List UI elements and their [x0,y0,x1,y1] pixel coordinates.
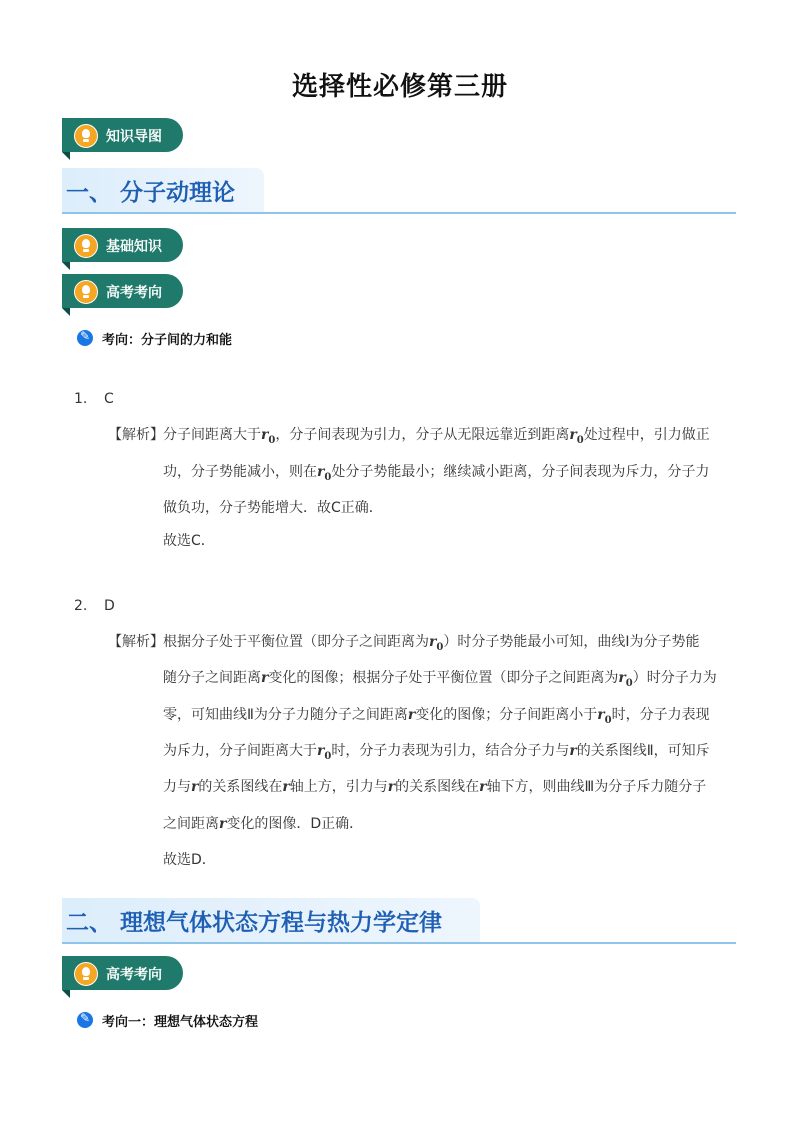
explanation-line: 功，分子势能减小，则在$r_0$处分子势能最小；继续减小距离，分子间表现为斥力，分子力 [163,464,710,483]
explanation-conclusion: 故选D． [163,852,216,868]
explanation-label: 【解析】 [108,634,164,650]
explanation-line: 零，可知曲线Ⅱ为分子力随分子之间距离r变化的图像；分子间距离小于$r_0$时，分子力表现 [163,707,710,726]
pencil-icon [77,1012,93,1028]
tag-label: 知识导图 [106,129,162,145]
lightbulb-icon [74,962,98,986]
pencil-icon [77,330,93,346]
explanation-line: 根据分子处于平衡位置（即分子之间距离为$r_0$）时分子势能最小可知，曲线Ⅰ为分子势能 [163,634,700,653]
explanation-line: 随分子之间距离r变化的图像；根据分子处于平衡位置（即分子之间距离为$r_0$）时分子力为 [163,670,717,689]
page-title: 选择性必修第三册 [291,72,508,102]
explanation-line: 之间距离r变化的图像．D正确． [163,816,364,832]
question-answer: C [104,391,114,407]
tag-label: 基础知识 [106,239,162,255]
subheading-force-energy: 考向：分子间的力和能 [102,333,233,348]
question-answer: D [104,598,115,614]
explanation-label: 【解析】 [108,427,164,443]
lightbulb-icon [74,280,98,304]
subheading-ideal-gas-equation: 考向一：理想气体状态方程 [102,1015,259,1030]
tag-label: 高考考向 [106,285,162,301]
section-title: 一、 分子动理论 [66,180,236,206]
explanation-line: 力与r的关系图线在r轴上方，引力与r的关系图线在r轴下方，则曲线Ⅲ为分子斥力随分子 [163,779,707,795]
explanation-line: 为斥力，分子间距离大于$r_0$时，分子力表现为引力，结合分子力与r的关系图线Ⅱ，可知斥 [163,743,710,762]
section-header-ideal-gas-thermodynamics [62,898,736,944]
question-number: 1. [74,391,88,407]
question-number: 2. [74,598,88,614]
lightbulb-icon [74,234,98,258]
lightbulb-icon [74,124,98,148]
tag-label: 高考考向 [106,967,162,983]
explanation-line: 做负功，分子势能增大．故C正确． [163,500,383,516]
explanation-line: 分子间距离大于$r_0$，分子间表现为引力，分子从无限远靠近到距离$r_0$处过程中，引力做正 [163,427,710,446]
section-header-molecular-kinetics [62,168,736,214]
explanation-conclusion: 故选C． [163,533,215,549]
section-title: 二、 理想气体状态方程与热力学定律 [66,910,443,936]
